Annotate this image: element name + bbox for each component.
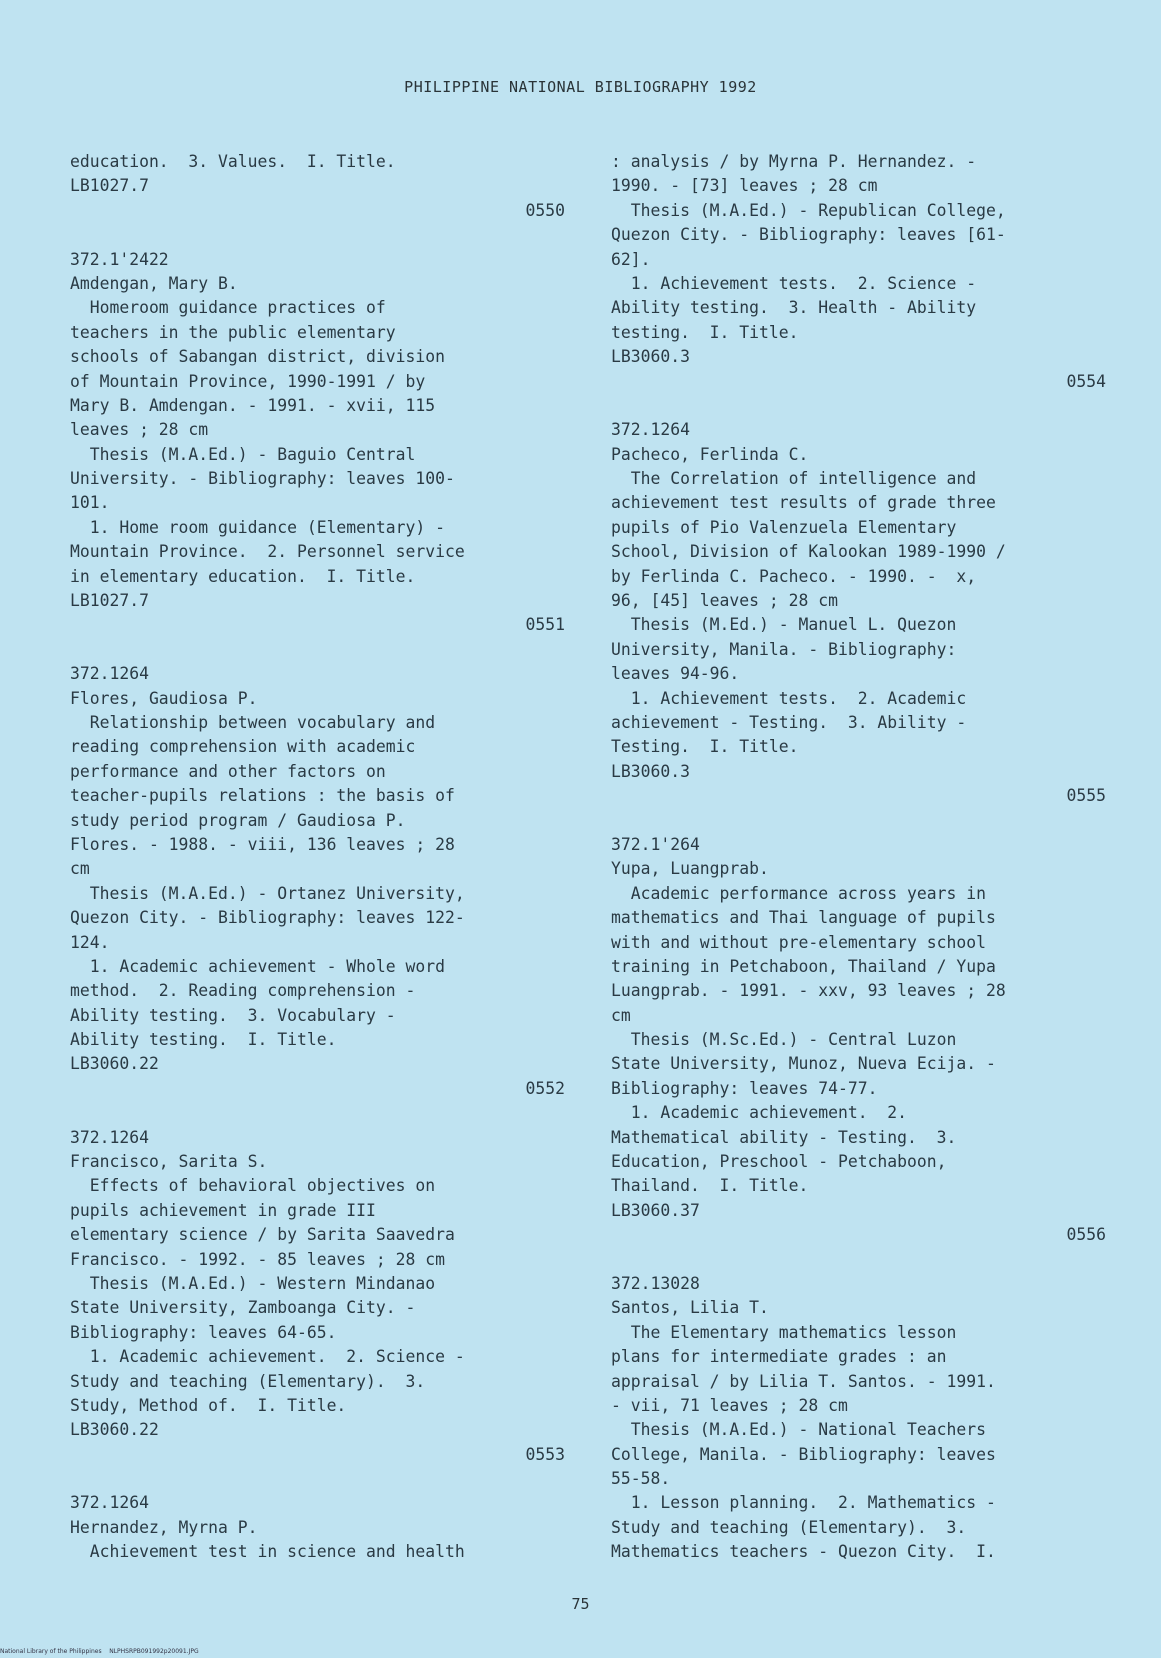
scan-footer: National Library of the Philippines NLPHSRPB091992p20091.JPG	[0, 1648, 199, 1655]
entry-line: mathematics and Thai language of pupils	[611, 908, 996, 928]
entry-line: Study and teaching (Elementary). 3.	[70, 1371, 426, 1391]
entry-line: pupils of Pio Valenzuela Elementary	[611, 517, 957, 537]
entry-line: Thesis (M.Sc.Ed.) - Central Luzon	[611, 1030, 957, 1050]
entry-line: School, Division of Kalookan 1989-1990 /	[611, 542, 1006, 562]
entry-line: 1. Achievement tests. 2. Academic	[611, 688, 967, 708]
entry-line: Education, Preschool - Petchaboon,	[611, 1152, 947, 1172]
entry-line: Ability testing. I. Title.	[70, 1030, 337, 1050]
entry-line: Bibliography: leaves 64-65.	[70, 1322, 337, 1342]
entry-number: 0553	[525, 1444, 565, 1464]
left-column	[70, 150, 565, 1565]
entry-line: achievement - Testing. 3. Ability -	[611, 712, 967, 732]
entry-line: Thesis (M.A.Ed.) - National Teachers	[611, 1420, 986, 1440]
entry-number: 0552	[525, 1078, 565, 1098]
entry-line: - vii, 71 leaves ; 28 cm	[611, 1395, 848, 1415]
entry-line: cm	[70, 859, 90, 879]
entry-line: 1. Academic achievement. 2.	[611, 1103, 908, 1123]
entry-line: Flores, Gaudiosa P.	[70, 688, 258, 708]
entry-line: Thesis (M.A.Ed.) - Republican College,	[611, 200, 1006, 220]
right-column	[611, 150, 1106, 1565]
entry-line: Thailand. I. Title.	[611, 1176, 809, 1196]
entry-line: Relationship between vocabulary and	[70, 712, 436, 732]
entry-line: 1. Lesson planning. 2. Mathematics -	[611, 1493, 996, 1513]
entry-line: LB3060.22	[70, 1420, 159, 1440]
entry-line: cm	[611, 1005, 631, 1025]
entry-line: 62].	[611, 249, 651, 269]
entry-line: 372.1264	[70, 1493, 149, 1513]
entry-line: 372.1264	[70, 664, 149, 684]
entry-number: 0551	[525, 615, 565, 635]
entry-line: Homeroom guidance practices of	[70, 298, 386, 318]
entry-line: 124.	[70, 932, 110, 952]
entry-line: leaves ; 28 cm	[70, 420, 209, 440]
entry-line: reading comprehension with academic	[70, 737, 416, 757]
entry-line: teachers in the public elementary	[70, 322, 396, 342]
entry-line: 1. Academic achievement. 2. Science -	[70, 1347, 465, 1367]
entry-line: plans for intermediate grades : an	[611, 1347, 947, 1367]
entry-gap	[70, 1101, 565, 1125]
entry-line: 1. Home room guidance (Elementary) -	[70, 517, 445, 537]
entry-line: teacher-pupils relations : the basis of	[70, 786, 455, 806]
entry-line: leaves 94-96.	[611, 664, 740, 684]
entry-line: schools of Sabangan district, division	[70, 347, 445, 367]
entry-line: Amdengan, Mary B.	[70, 273, 238, 293]
entry-line: achievement test results of grade three	[611, 493, 996, 513]
entry-line: 1990. - [73] leaves ; 28 cm	[611, 176, 878, 196]
entry-line: Achievement test in science and health	[70, 1542, 465, 1562]
entry-line: Quezon City. - Bibliography: leaves 122-	[70, 908, 465, 928]
entry-line: : analysis / by Myrna P. Hernandez. -	[611, 152, 977, 171]
entry-line: 372.13028	[611, 1273, 700, 1293]
entry-line: State University, Munoz, Nueva Ecija. -	[611, 1054, 996, 1074]
entry-line: Testing. I. Title.	[611, 737, 799, 757]
entry-line: testing. I. Title.	[611, 322, 799, 342]
entry-line: LB3060.37	[611, 1200, 700, 1220]
entry-line: Thesis (M.A.Ed.) - Ortanez University,	[70, 883, 465, 903]
entry-line: LB3060.22	[70, 1054, 159, 1074]
entry-line: with and without pre-elementary school	[611, 932, 986, 952]
entry-line: Study and teaching (Elementary). 3.	[611, 1517, 967, 1537]
entry-line: elementary science / by Sarita Saavedra	[70, 1225, 455, 1245]
entry-line: 372.1'2422	[70, 249, 169, 269]
entry-line: LB3060.3	[611, 347, 690, 367]
entry-number: 0550	[525, 200, 565, 220]
entry-line: 55-58.	[611, 1469, 671, 1489]
entry-gap	[70, 638, 565, 662]
entry-line: The Correlation of intelligence and	[611, 469, 977, 489]
entry-line: Quezon City. - Bibliography: leaves [61-	[611, 225, 1006, 245]
entry-line: Francisco. - 1992. - 85 leaves ; 28 cm	[70, 1249, 445, 1269]
entry-line: Thesis (M.A.Ed.) - Western Mindanao	[70, 1273, 436, 1293]
entry-line: 372.1264	[611, 420, 690, 440]
entry-line: Ability testing. 3. Vocabulary -	[70, 1005, 396, 1025]
entry-line: Academic performance across years in	[611, 883, 986, 903]
entry-line: Effects of behavioral objectives on	[70, 1176, 436, 1196]
entry-line: study period program / Gaudiosa P.	[70, 810, 406, 830]
entry-line: training in Petchaboon, Thailand / Yupa	[611, 956, 996, 976]
entry-line: 101.	[70, 493, 110, 513]
entry-line: Francisco, Sarita S.	[70, 1152, 268, 1172]
entry-line: Mathematics teachers - Quezon City. I.	[611, 1542, 996, 1562]
entry-line: in elementary education. I. Title.	[70, 566, 416, 586]
entry-line: 96, [45] leaves ; 28 cm	[611, 591, 838, 611]
entry-line: LB1027.7	[70, 176, 149, 196]
entry-line: Ability testing. 3. Health - Ability	[611, 298, 977, 318]
entry-line: 372.1264	[70, 1127, 149, 1147]
entry-line: Flores. - 1988. - viii, 136 leaves ; 28	[70, 834, 455, 854]
entry-line: by Ferlinda C. Pacheco. - 1990. - x,	[611, 566, 977, 586]
entry-line: LB3060.3	[611, 761, 690, 781]
entry-line: The Elementary mathematics lesson	[611, 1322, 957, 1342]
entry-gap	[611, 809, 1106, 833]
entry-line: Pacheco, Ferlinda C.	[611, 444, 809, 464]
page-header: PHILIPPINE NATIONAL BIBLIOGRAPHY 1992	[404, 78, 757, 96]
entry-line: pupils achievement in grade III	[70, 1200, 376, 1220]
entry-line: Santos, Lilia T.	[611, 1298, 769, 1318]
entry-line: performance and other factors on	[70, 761, 386, 781]
entry-line: Thesis (M.Ed.) - Manuel L. Quezon	[611, 615, 957, 635]
entry-line: University. - Bibliography: leaves 100-	[70, 469, 455, 489]
entry-line: method. 2. Reading comprehension -	[70, 981, 416, 1001]
entry-line: Mountain Province. 2. Personnel service	[70, 542, 465, 562]
entry-line: Yupa, Luangprab.	[611, 859, 769, 879]
entry-gap	[611, 1248, 1106, 1272]
entry-line: University, Manila. - Bibliography:	[611, 639, 957, 659]
entry-line: Bibliography: leaves 74-77.	[611, 1078, 878, 1098]
page-number: 75	[571, 1595, 590, 1613]
entry-line: State University, Zamboanga City. -	[70, 1298, 416, 1318]
entry-line: 1. Achievement tests. 2. Science -	[611, 273, 977, 293]
entry-number: 0554	[1066, 371, 1106, 391]
entry-line: appraisal / by Lilia T. Santos. - 1991.	[611, 1371, 996, 1391]
entry-line: Luangprab. - 1991. - xxv, 93 leaves ; 28	[611, 981, 1006, 1001]
entry-line: Mary B. Amdengan. - 1991. - xvii, 115	[70, 395, 436, 415]
entry-line: 372.1'264	[611, 834, 700, 854]
entry-line: of Mountain Province, 1990-1991 / by	[70, 371, 426, 391]
entry-line: education. 3. Values. I. Title.	[70, 152, 396, 171]
entry-line: Mathematical ability - Testing. 3.	[611, 1127, 957, 1147]
entry-gap	[70, 1467, 565, 1491]
entry-number: 0555	[1066, 786, 1106, 806]
entry-line: College, Manila. - Bibliography: leaves	[611, 1444, 996, 1464]
entry-line: Thesis (M.A.Ed.) - Baguio Central	[70, 444, 416, 464]
entry-line: 1. Academic achievement - Whole word	[70, 956, 445, 976]
entry-number: 0556	[1066, 1225, 1106, 1245]
entry-line: LB1027.7	[70, 591, 149, 611]
entry-line: Study, Method of. I. Title.	[70, 1395, 347, 1415]
entry-line: Hernandez, Myrna P.	[70, 1517, 258, 1537]
entry-gap	[70, 223, 565, 247]
entry-gap	[611, 394, 1106, 418]
